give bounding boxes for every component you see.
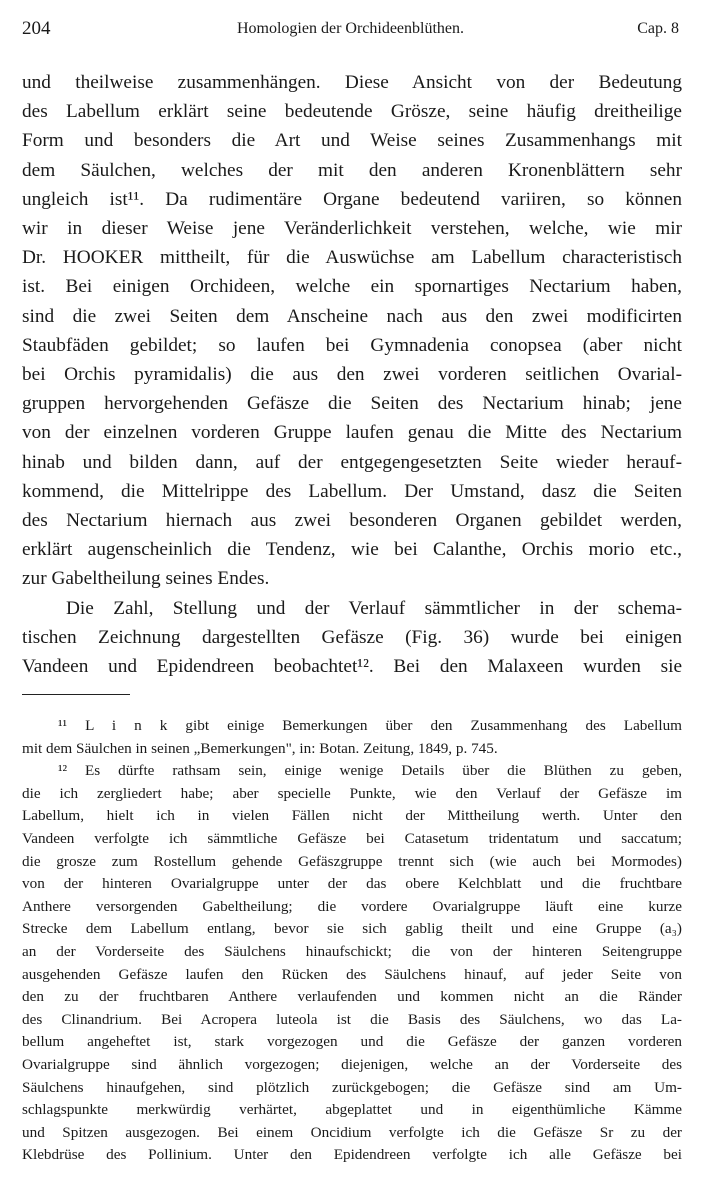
text-line: bei Orchis pyramidalis) die aus den zwei vorderen seitlichen Ovarial- bbox=[22, 364, 682, 386]
footnote-line: die ich zergliedert habe; aber specielle Punkte, wie den Verlauf der Gefäsze im bbox=[22, 784, 682, 802]
footnote-line: Klebdrüse des Pollinium. Unter den Epidendreen verfolgte ich alle Gefäsze bei bbox=[22, 1146, 682, 1164]
text-line: ist. Bei einigen Orchideen, welche ein spornartiges Nectarium haben, bbox=[22, 276, 682, 298]
page-number: 204 bbox=[22, 18, 51, 39]
footnote-line: ausgehenden Gefäsze laufen den Rücken des Säulchens hinauf, auf jeder Seite von bbox=[22, 965, 682, 983]
footnote-line: den zu der fruchtbaren Anthere verlaufenden und kommen nicht an die Ränder bbox=[22, 988, 682, 1006]
footnote-line: Strecke dem Labellum entlang, bevor sie sich gablig theilt und eine Gruppe (a₃) bbox=[22, 920, 682, 938]
text-line: Die Zahl, Stellung und der Verlauf sämmtlicher in der schema- bbox=[66, 597, 682, 619]
text-line: tischen Zeichnung dargestellten Gefäsze (Fig. 36) wurde bei einigen bbox=[22, 626, 682, 648]
text-line: des Labellum erklärt seine bedeutende Grösze, seine häufig dreitheilige bbox=[22, 101, 682, 123]
footnote-line: des Clinandrium. Bei Acropera luteola ist die Basis des Säulchens, wo das La- bbox=[22, 1010, 682, 1028]
text-line: kommend, die Mittelrippe des Labellum. Der Umstand, dasz die Seiten bbox=[22, 480, 682, 502]
chapter-label: Cap. 8 bbox=[637, 20, 679, 37]
running-header bbox=[22, 18, 679, 48]
footnote-line: ¹² Es dürfte rathsam sein, einige wenige Details über die Blüthen zu geben, bbox=[58, 762, 682, 780]
text-line: zur Gabeltheilung seines Endes. bbox=[22, 568, 270, 590]
text-line: Vandeen und Epidendreen beobachtet¹². Bei den Malaxeen wurden sie bbox=[22, 656, 682, 678]
footnote-line: die grosze zum Rostellum gehende Gefäszgruppe trennt sich (wie auch bei Mormodes) bbox=[22, 852, 682, 870]
running-title: Homologien der Orchideenblüthen. bbox=[236, 20, 465, 37]
footnote-line: Anthere versorgenden Gabeltheilung; die vordere Ovarialgruppe läuft eine kurze bbox=[22, 897, 682, 915]
text-line: Staubfäden gebildet; so laufen bei Gymnadenia conopsea (aber nicht bbox=[22, 334, 682, 356]
footnote-line: bellum angeheftet ist, stark vorgezogen und die Gefäsze der ganzen vorderen bbox=[22, 1033, 682, 1051]
text-line: des Nectarium hiernach aus zwei besonderen Organen gebildet werden, bbox=[22, 510, 682, 532]
text-line: dem Säulchen, welches der mit den anderen Kronenblättern sehr bbox=[22, 159, 682, 181]
footnote-line: Vandeen verfolgte ich sämmtliche Gefäsze bei Catasetum tridentatum und saccatum; bbox=[22, 829, 682, 847]
footnote-line: von der hinteren Ovarialgruppe unter der das obere Kelchblatt und die fruchtbare bbox=[22, 875, 682, 893]
text-line: hinab und bilden dann, auf der entgegengesetzten Seite wieder herauf- bbox=[22, 451, 682, 473]
text-line: von der einzelnen vorderen Gruppe laufen genau die Mitte des Nectarium bbox=[22, 422, 682, 444]
text-line: ungleich ist¹¹. Da rudimentäre Organe bedeutend variiren, so können bbox=[22, 188, 682, 210]
footnote-line: schlagspunkte merkwürdig verhärtet, abgeplattet und in eigenthümliche Kämme bbox=[22, 1101, 682, 1119]
footnote-line: ¹¹ L i n k gibt einige Bemerkungen über den Zusammenhang des Labellum bbox=[58, 717, 682, 734]
footnote-line: und Spitzen ausgezogen. Bei einem Oncidium verfolgte ich die Gefäsze Sr zu der bbox=[22, 1123, 682, 1141]
footnote-line: Säulchens hinaufgehen, sind plötzlich zurückgebogen; die Gefäsze sind am Um- bbox=[22, 1078, 682, 1096]
footnote-line: Labellum, hielt ich in vielen Fällen nicht der Mittheilung werth. Unter den bbox=[22, 807, 682, 825]
footnote-separator bbox=[22, 694, 130, 695]
text-line: sind die zwei Seiten dem Anscheine nach aus den zwei modificirten bbox=[22, 305, 682, 327]
footnote-line: an der Vorderseite des Säulchens hinaufschickt; die von der hinteren Seitengruppe bbox=[22, 942, 682, 960]
text-line: und theilweise zusammenhängen. Diese Ansicht von der Bedeutung bbox=[22, 72, 682, 93]
footnote-line: Ovarialgruppe sind ähnlich vorgezogen; diejenigen, welche an der Vorderseite des bbox=[22, 1055, 682, 1073]
main-text bbox=[22, 68, 682, 681]
text-line: gruppen hervorgehenden Gefäsze die Seiten des Nectarium hinab; jene bbox=[22, 393, 682, 415]
text-line: Form und besonders die Art und Weise seines Zusammenhangs mit bbox=[22, 130, 682, 152]
text-line: wir in dieser Weise jene Veränderlichkeit verstehen, welche, wie mir bbox=[22, 218, 682, 240]
footnotes bbox=[22, 715, 682, 1167]
footnote-line: mit dem Säulchen in seinen „Bemerkungen", in: Botan. Zeitung, 1849, p. 745. bbox=[22, 739, 498, 757]
text-line: erklärt augenscheinlich die Tendenz, wie bei Calanthe, Orchis morio etc., bbox=[22, 539, 682, 561]
text-line: Dr. HOOKER mittheilt, für die Auswüchse am Labellum characteristisch bbox=[22, 247, 682, 269]
